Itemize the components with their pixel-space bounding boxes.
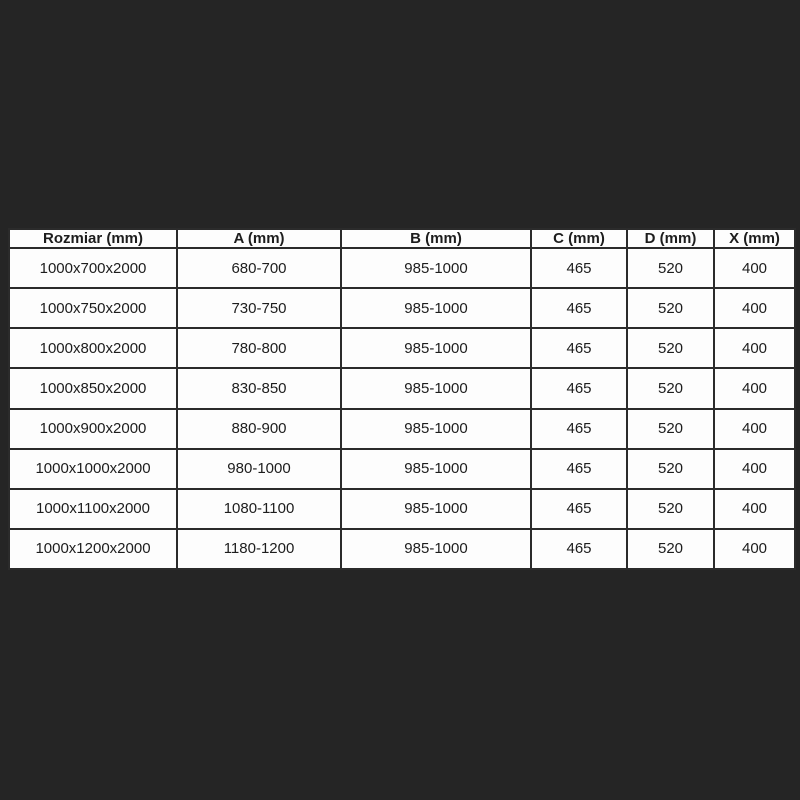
- table-cell: 400: [714, 368, 795, 408]
- table-cell: 465: [531, 248, 627, 288]
- table-cell: 985-1000: [341, 449, 531, 489]
- table-cell: 1000x750x2000: [9, 288, 177, 328]
- table-cell: 465: [531, 288, 627, 328]
- table-cell: 465: [531, 328, 627, 368]
- table-cell: 980-1000: [177, 449, 341, 489]
- dimensions-table-container: [8, 228, 794, 570]
- table-cell: 1080-1100: [177, 489, 341, 529]
- table-cell: 830-850: [177, 368, 341, 408]
- table-cell: 880-900: [177, 409, 341, 449]
- table-cell: 400: [714, 529, 795, 569]
- table-row: [9, 449, 795, 489]
- table-cell: 400: [714, 409, 795, 449]
- column-header: B (mm): [341, 229, 531, 248]
- table-cell: 465: [531, 449, 627, 489]
- table-cell: 520: [627, 529, 714, 569]
- table-cell: 985-1000: [341, 368, 531, 408]
- table-cell: 985-1000: [341, 529, 531, 569]
- table-cell: 1000x800x2000: [9, 328, 177, 368]
- table-cell: 400: [714, 449, 795, 489]
- header-row: [9, 229, 795, 248]
- table-cell: 465: [531, 368, 627, 408]
- table-row: [9, 288, 795, 328]
- table-row: [9, 489, 795, 529]
- column-header: D (mm): [627, 229, 714, 248]
- table-row: [9, 409, 795, 449]
- table-row: [9, 328, 795, 368]
- table-cell: 400: [714, 248, 795, 288]
- table-cell: 730-750: [177, 288, 341, 328]
- table-cell: 985-1000: [341, 328, 531, 368]
- table-row: [9, 248, 795, 288]
- table-cell: 1000x1100x2000: [9, 489, 177, 529]
- column-header: A (mm): [177, 229, 341, 248]
- table-cell: 1180-1200: [177, 529, 341, 569]
- table-cell: 520: [627, 328, 714, 368]
- table-cell: 520: [627, 288, 714, 328]
- table-cell: 465: [531, 529, 627, 569]
- table-cell: 985-1000: [341, 248, 531, 288]
- table-cell: 400: [714, 489, 795, 529]
- table-cell: 520: [627, 368, 714, 408]
- table-cell: 1000x900x2000: [9, 409, 177, 449]
- table-cell: 780-800: [177, 328, 341, 368]
- table-cell: 520: [627, 489, 714, 529]
- table-head: [9, 229, 795, 248]
- table-cell: 680-700: [177, 248, 341, 288]
- table-row: [9, 368, 795, 408]
- table-row: [9, 529, 795, 569]
- dimensions-table: [8, 228, 796, 570]
- table-cell: 985-1000: [341, 409, 531, 449]
- table-cell: 1000x1200x2000: [9, 529, 177, 569]
- table-cell: 400: [714, 328, 795, 368]
- table-cell: 1000x700x2000: [9, 248, 177, 288]
- table-cell: 1000x850x2000: [9, 368, 177, 408]
- table-body: [9, 248, 795, 569]
- table-cell: 400: [714, 288, 795, 328]
- table-cell: 465: [531, 489, 627, 529]
- table-cell: 1000x1000x2000: [9, 449, 177, 489]
- table-cell: 465: [531, 409, 627, 449]
- table-cell: 520: [627, 248, 714, 288]
- table-cell: 985-1000: [341, 489, 531, 529]
- table-cell: 520: [627, 449, 714, 489]
- table-cell: 985-1000: [341, 288, 531, 328]
- table-cell: 520: [627, 409, 714, 449]
- column-header: X (mm): [714, 229, 795, 248]
- column-header: C (mm): [531, 229, 627, 248]
- column-header: Rozmiar (mm): [9, 229, 177, 248]
